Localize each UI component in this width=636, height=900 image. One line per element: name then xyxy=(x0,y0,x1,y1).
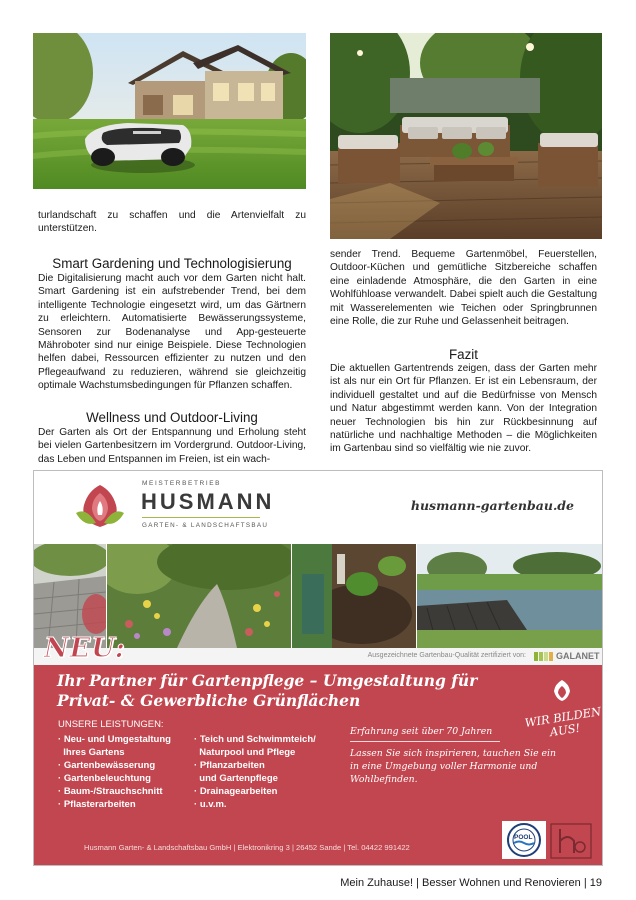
company-address: Husmann Garten- & Landschaftsbau GmbH | Elektronikring 3 | 26452 Sande | Tel. 04422 991422 xyxy=(84,843,410,852)
heading-fazit: Fazit xyxy=(448,347,479,362)
service-item: · Pflanzarbeiten xyxy=(194,760,265,771)
paragraph-wellness-part2: sender Trend. Bequeme Gartenmöbel, Feuerstellen, Outdoor-Küchen und gemütliche Sitzbereiche schaffen eine einladende Atmosphäre, die den Garten in eine Wohlfühloase verwandelt. Dabei spielt auch die Gestaltung mit Wasserelementen wie Teichen oder Springbrunnen eine Rolle, die zur Ruhe und Gelassenheit beitragen. xyxy=(330,249,597,328)
paragraph-fazit: Die aktuellen Gartentrends zeigen, dass der Garten mehr ist als nur ein Ort für Pflanzen. Er ist ein Lebensraum, der individuell gestaltet und auf die Bedürfnisse von Mensch und Natur abgestimmt werden kann. Von der Integration neuer Technologien bis hin zur Rückbesinnung auf natürliche und nachhaltige Methoden – die Möglichkeiten im Gartenbau sind so vielfältig wie nie zuvor. xyxy=(330,363,597,455)
ad-headline: Ihr Partner für Gartenpflege – Umgestaltung für Privat- & Gewerbliche Grünflächen xyxy=(57,671,478,710)
husmann-advertisement xyxy=(33,470,603,866)
robot-mower-photo xyxy=(33,33,306,189)
pond-photo xyxy=(417,544,603,648)
training-badge: WIR BILDEN AUS! xyxy=(523,704,603,740)
service-item: · u.v.m. xyxy=(194,799,227,810)
h-monogram-icon xyxy=(550,823,592,859)
heading-wellness: Wellness und Outdoor-Living xyxy=(86,410,258,425)
slogan-text: Lassen Sie sich inspirieren, tauchen Sie ein in eine Umgebung voller Harmonie und Wohlbefinden. xyxy=(350,748,556,786)
service-item: · Drainagearbeiten xyxy=(194,786,278,797)
new-label: NEU: xyxy=(44,633,126,664)
service-item: Ihres Gartens xyxy=(63,747,125,758)
experience-text: Erfahrung seit über 70 Jahren xyxy=(350,726,493,737)
paragraph-wellness-part1 xyxy=(38,426,306,466)
logo-divider xyxy=(142,517,260,518)
company-url: husmann-gartenbau.de xyxy=(410,498,574,513)
pool-certification-badge xyxy=(502,821,546,859)
services-list-left xyxy=(58,733,171,811)
meisterbetrieb-label: MEISTERBETRIEB xyxy=(142,480,222,487)
outdoor-lounge-photo xyxy=(330,33,602,239)
galanet-mark-icon xyxy=(539,652,543,661)
services-title: UNSERE LEISTUNGEN: xyxy=(58,719,164,730)
service-item: · Gartenbewässerung xyxy=(58,760,156,771)
certification-text: Ausgezeichnete Gartenbau-Qualität zertifiziert von: xyxy=(367,652,526,659)
flower-garden-photo xyxy=(107,544,291,648)
galanet-logo xyxy=(534,651,600,662)
company-name: HUSMANN xyxy=(141,489,275,514)
service-item: Naturpool und Pflege xyxy=(199,747,296,758)
heading-smart-gardening: Smart Gardening und Technologisierung xyxy=(52,256,292,271)
wellness-text: Der Garten als Ort der Entspannung und Erholung steht bei vielen Gartenbesitzern im Vordergrund. Outdoor-Living, das Leben und Entspannen im Freien, ist ein wach- xyxy=(38,427,306,465)
experience-underline xyxy=(350,741,500,742)
galanet-mark-icon xyxy=(549,652,553,661)
pool-badge-label: POOL xyxy=(514,834,533,841)
galanet-mark-icon xyxy=(534,652,538,661)
service-item: · Neu- und Umgestaltung xyxy=(58,734,171,745)
ad-header xyxy=(34,471,603,543)
galanet-name: GALANET xyxy=(556,651,600,661)
rose-logo-icon xyxy=(72,483,128,529)
page-footer: Mein Zuhause! | Besser Wohnen und Renovieren | 19 xyxy=(340,877,602,889)
service-item: · Gartenbeleuchtung xyxy=(58,773,151,784)
service-item: und Gartenpflege xyxy=(199,773,278,784)
services-list-right xyxy=(194,733,316,811)
service-item: · Teich und Schwimmteich/ xyxy=(194,734,316,745)
paragraph-continuation: turlandschaft zu schaffen und die Artenvielfalt zu unterstützen. xyxy=(38,210,306,235)
service-item: · Pflasterarbeiten xyxy=(58,799,136,810)
service-item: · Baum-/Strauchschnitt xyxy=(58,786,163,797)
company-subtitle: GARTEN- & LANDSCHAFTSBAU xyxy=(142,522,269,529)
galanet-mark-icon xyxy=(544,652,548,661)
ad-red-panel xyxy=(34,665,603,866)
paragraph-smart-gardening: Die Digitalisierung macht auch vor dem Garten nicht halt. Smart Gardening ist ein aufstrebender Trend, bei dem intelligente Technologie eingesetzt wird, um das Gärtnern zu erleichtern. Automatisierte Bewässerungssysteme, Sensoren zur Bodenanalyse und App-gesteuerte Mähroboter sind nur einige Beispiele. Diese Technologien helfen dabei, Ressourcen effizienter zu nutzen und den Pflegeaufwand zu reduzieren, während sie gleichzeitig optimale Wachstumsbedingungen für Pflanzen schaffen. xyxy=(38,273,306,392)
planting-photo xyxy=(292,544,416,648)
